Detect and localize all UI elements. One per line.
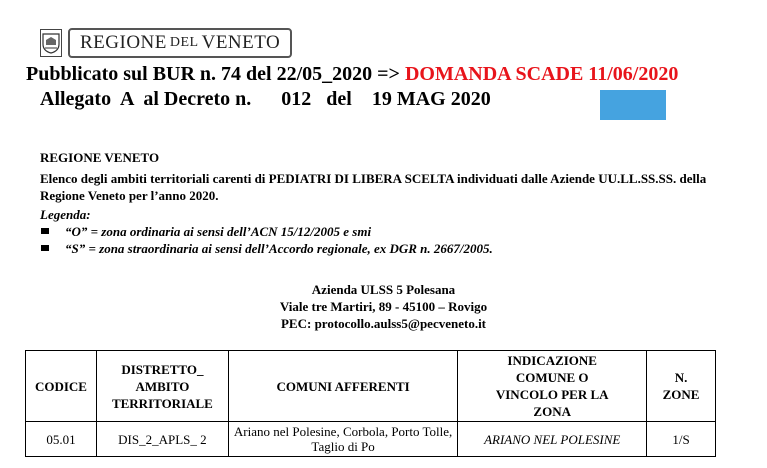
publication-line [26,63,678,86]
header-codice: CODICE [26,351,97,422]
legenda-item: “S” = zona straordinaria ai sensi dell’Accordo regionale, ex DGR n. 2667/2005. [40,240,493,257]
bullet-icon [41,245,49,251]
legenda-title: Legenda: [40,207,91,222]
table-row [26,422,716,457]
azienda-name: Azienda ULSS 5 Polesana [311,282,456,297]
ambiti-table [25,350,716,457]
header-indicazione: INDICAZIONE COMUNE O VINCOLO PER LA ZONA [458,351,647,422]
azienda-pec: PEC: protocollo.aulss5@pecveneto.it [280,316,487,331]
azienda-block [0,281,767,332]
cell-distretto: DIS_2_APLS_ 2 [96,422,228,457]
redaction-box [600,90,666,120]
cell-indicazione: ARIANO NEL POLESINE [458,422,647,457]
header-zone: N. ZONE [647,351,716,422]
table-header-row [26,351,716,422]
elenco-description: Elenco degli ambiti territoriali carenti di PEDIATRI DI LIBERA SCELTA individuati dalle Aziende UU.LL.SS.SS. della Regione Veneto per l’anno 2020. [40,171,707,203]
region-heading: REGIONE VENETO [40,150,160,165]
region-logo [40,28,292,58]
header-comuni: COMUNI AFFERENTI [228,351,458,422]
cell-comuni: Ariano nel Polesine, Corbola, Porto Tolle, Taglio di Po [228,422,458,457]
bullet-icon [41,228,49,234]
azienda-address: Viale tre Martiri, 89 - 45100 – Rovigo [279,299,488,314]
cell-codice: 05.01 [26,422,97,457]
deadline-text: DOMANDA SCADE 11/06/2020 [404,63,679,85]
legenda-item: “O” = zona ordinaria ai sensi dell’ACN 15/12/2005 e smi [40,223,493,240]
crest-icon [40,29,62,57]
legenda-list [40,223,493,257]
logo-wordmark: REGIONE DEL VENETO [68,28,292,58]
cell-zone: 1/S [647,422,716,457]
header-distretto: DISTRETTO_ AMBITO TERRITORIALE [96,351,228,422]
allegato-line: Allegato A al Decreto n. 012 del 19 MAG 2020 [40,88,491,110]
publication-text: Pubblicato sul BUR n. 74 del 22/05_2020 => [26,63,405,85]
